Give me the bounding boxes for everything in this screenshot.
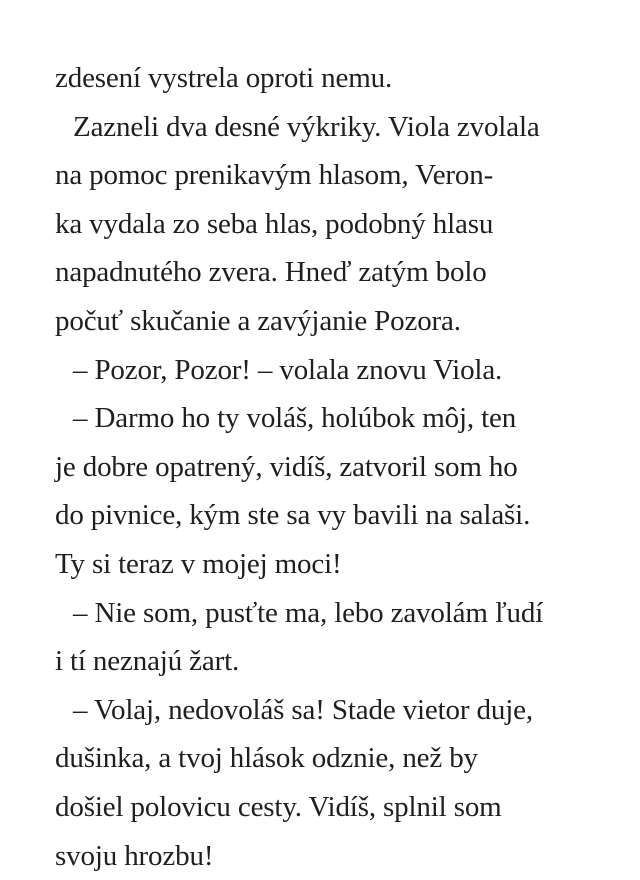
text-line-1: zdesení vystrela oproti nemu. xyxy=(55,54,615,103)
text-line-13: i tí neznajú žart. xyxy=(55,637,615,686)
text-line-14: – Volaj, nedovoláš sa! Stade vietor duje, xyxy=(55,686,615,735)
text-line-8: – Darmo ho ty voláš, holúbok môj, ten xyxy=(55,394,615,443)
text-line-10: do pivnice, kým ste sa vy bavili na salaši. xyxy=(55,491,615,540)
text-line-4: ka vydala zo seba hlas, podobný hlasu xyxy=(55,200,615,249)
text-line-7: – Pozor, Pozor! – volala znovu Viola. xyxy=(55,346,615,395)
text-line-12: – Nie som, pusťte ma, lebo zavolám ľudí xyxy=(55,589,615,638)
text-line-9: je dobre opatrený, vidíš, zatvoril som ho xyxy=(55,443,615,492)
text-line-17: svoju hrozbu! xyxy=(55,832,615,880)
text-line-5: napadnutého zvera. Hneď zatým bolo xyxy=(55,248,615,297)
text-line-6: počuť skučanie a zavýjanie Pozora. xyxy=(55,297,615,346)
text-line-15: dušinka, a tvoj hlások odznie, než by xyxy=(55,734,615,783)
text-line-11: Ty si teraz v mojej moci! xyxy=(55,540,615,589)
text-line-16: došiel polovicu cesty. Vidíš, splnil som xyxy=(55,783,615,832)
text-line-2: Zazneli dva desné výkriky. Viola zvolala xyxy=(55,103,615,152)
text-line-3: na pomoc prenikavým hlasom, Veron- xyxy=(55,151,615,200)
book-page-text xyxy=(55,54,615,880)
